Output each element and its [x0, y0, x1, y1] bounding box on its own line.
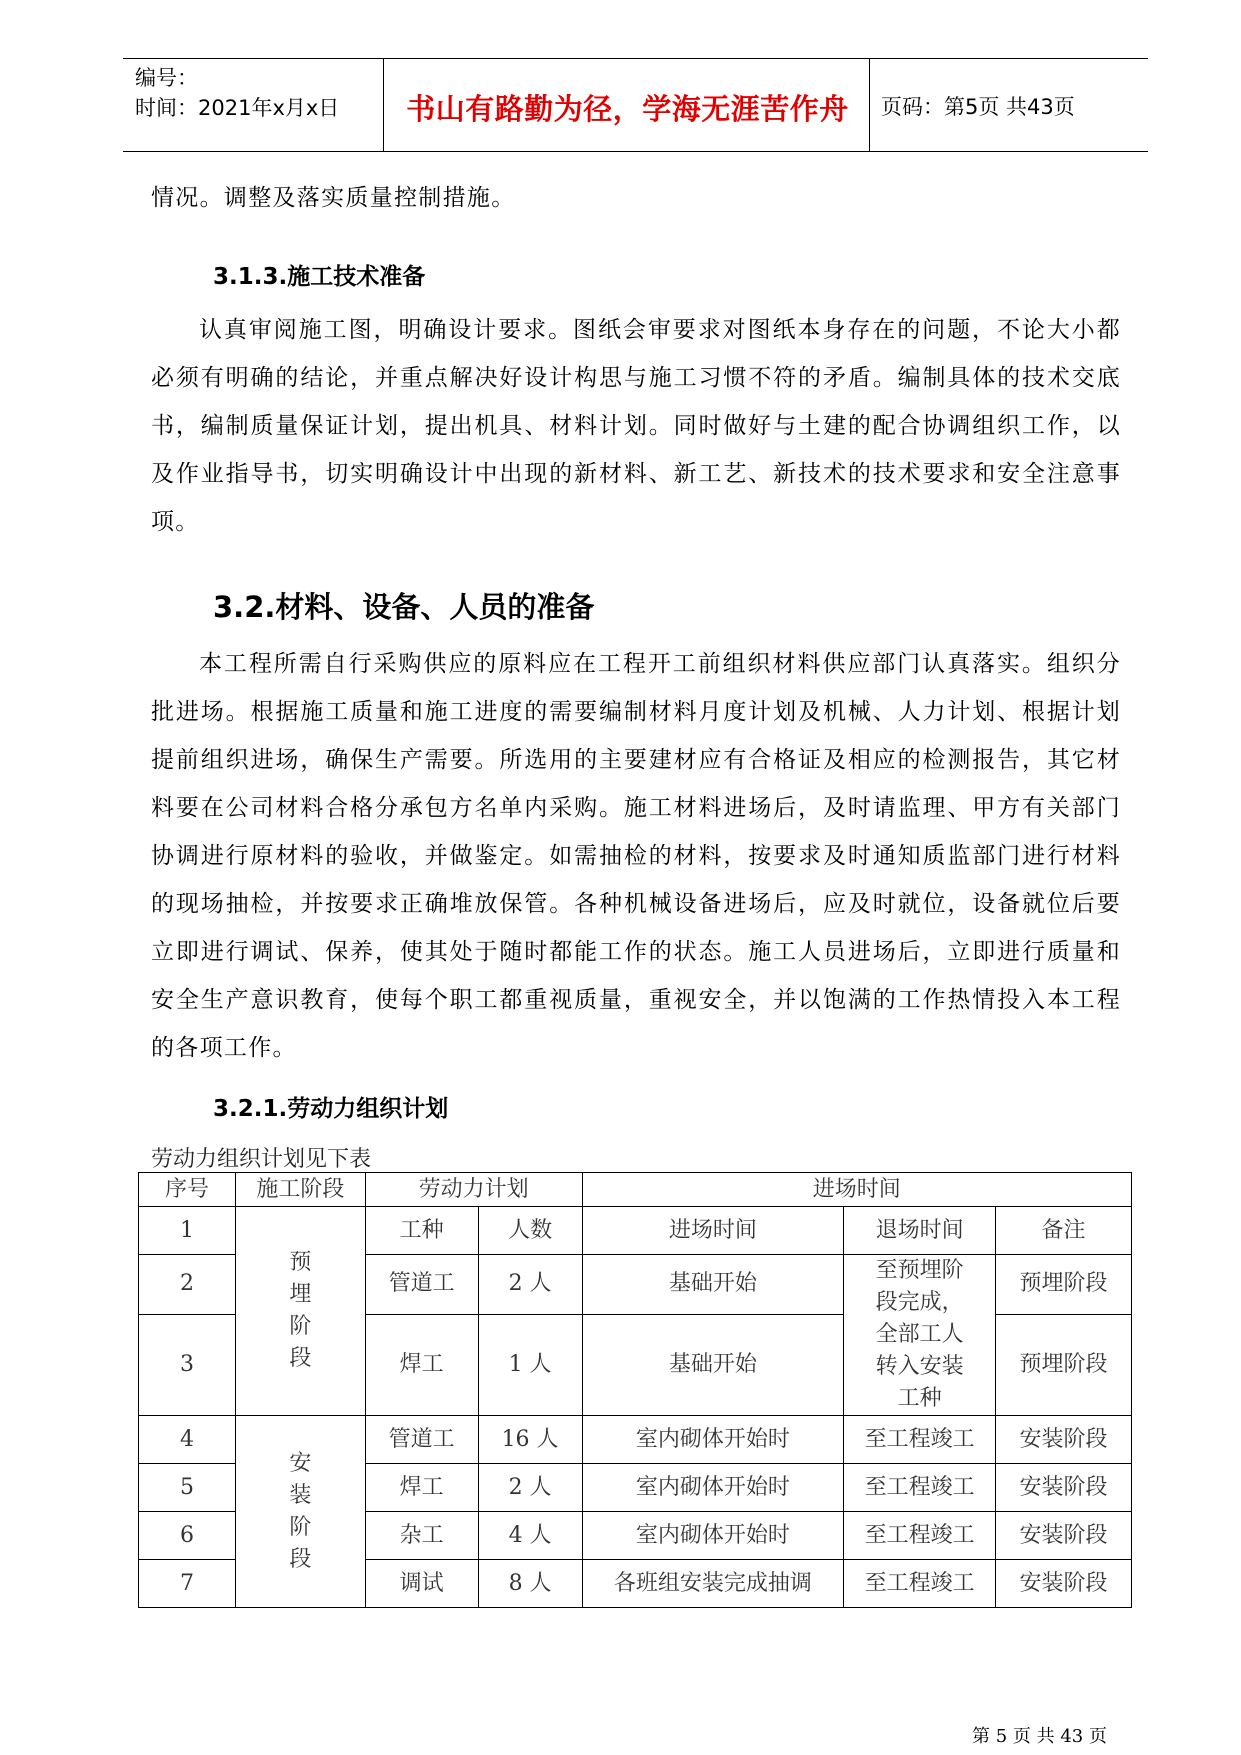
table-row: [139, 1416, 1132, 1464]
cell-enter: 室内砌体开始时: [582, 1512, 844, 1560]
header-motto: 书山有路勤为径，学海无涯苦作舟: [406, 92, 849, 126]
cell-count: 16 人: [478, 1416, 582, 1464]
subheader-trade: 工种: [365, 1207, 478, 1255]
cell-trade: 管道工: [365, 1416, 478, 1464]
cell-stage-embed: [235, 1207, 365, 1416]
cell-note: 安装阶段: [996, 1464, 1132, 1512]
cell-note: 安装阶段: [996, 1560, 1132, 1608]
cell-exit: 至工程竣工: [844, 1512, 996, 1560]
cell-no: 4: [139, 1416, 236, 1464]
stage-embed-label: 预埋阶段: [289, 1250, 312, 1371]
footer-page-label: 第 5 页 共 43 页: [972, 1726, 1107, 1747]
cell-exit: 至工程竣工: [844, 1416, 996, 1464]
cell-note: 预埋阶段: [996, 1255, 1132, 1315]
subheader-count: 人数: [478, 1207, 582, 1255]
cell-no: 6: [139, 1512, 236, 1560]
cell-stage-install: [235, 1416, 365, 1608]
subheader-note: 备注: [996, 1207, 1132, 1255]
cell-trade: 调试: [365, 1560, 478, 1608]
cell-enter: 基础开始: [582, 1314, 844, 1415]
paragraph-3-1-3: 认真审阅施工图，明确设计要求。图纸会审要求对图纸本身存在的问题，不论大小都必须有明确的结论，并重点解决好设计构思与施工习惯不符的矛盾。编制具体的技术交底书，编制质量保证计划，提出机具、材料计划。同时做好与土建的配合协调组织工作，以及作业指导书，切实明确设计中出现的新材料、新工艺、新技术的技术要求和安全注意事项。: [151, 317, 1121, 535]
cell-no: 5: [139, 1464, 236, 1512]
labor-plan-table: [138, 1172, 1132, 1608]
cell-note: 安装阶段: [996, 1512, 1132, 1560]
cell-exit: 至工程竣工: [844, 1560, 996, 1608]
embed-exit-text: 至预埋阶段完成，全部工人转入安装工种: [875, 1258, 964, 1411]
intro-line: 情况。调整及落实质量控制措施。: [151, 185, 516, 211]
cell-enter: 各班组安装完成抽调: [582, 1560, 844, 1608]
cell-count: 2 人: [478, 1464, 582, 1512]
cell-note: 安装阶段: [996, 1416, 1132, 1464]
header-page-label: 页码：第5页 共43页: [881, 95, 1075, 119]
paragraph-3-2: 本工程所需自行采购供应的原料应在工程开工前组织材料供应部门认真落实。组织分批进场。根据施工质量和施工进度的需要编制材料月度计划及机械、人力计划、根据计划提前组织进场，确保生产需要。所选用的主要建材应有合格证及相应的检测报告，其它材料要在公司材料合格分承包方名单内采购。施工材料进场后，及时请监理、甲方有关部门协调进行原材料的验收，并做鉴定。如需抽检的材料，按要求及时通知质监部门进行材料的现场抽检，并按要求正确堆放保管。各种机械设备进场后，应及时就位，设备就位后要立即进行调试、保养，使其处于随时都能工作的状态。施工人员进场后，立即进行质量和安全生产意识教育，使每个职工都重视质量，重视安全，并以饱满的工作热情投入本工程的各项工作。: [151, 651, 1121, 1061]
header-divider: [383, 59, 384, 151]
cell-note: 预埋阶段: [996, 1314, 1132, 1415]
cell-count: 1 人: [478, 1314, 582, 1415]
cell-no: 2: [139, 1255, 236, 1315]
header-cell-no: 序号: [139, 1173, 236, 1207]
heading-3-1-3: 3.1.3.施工技术准备: [213, 264, 426, 290]
cell-no: 3: [139, 1314, 236, 1415]
cell-trade: 焊工: [365, 1314, 478, 1415]
cell-trade: 杂工: [365, 1512, 478, 1560]
table-row: [139, 1207, 1132, 1255]
cell-no: 1: [139, 1207, 236, 1255]
subheader-exit: 退场时间: [844, 1207, 996, 1255]
header-divider: [869, 59, 870, 151]
subheader-enter: 进场时间: [582, 1207, 844, 1255]
cell-count: 8 人: [478, 1560, 582, 1608]
cell-trade: 焊工: [365, 1464, 478, 1512]
cell-exit: 至工程竣工: [844, 1464, 996, 1512]
cell-count: 2 人: [478, 1255, 582, 1315]
header-cell-labor-plan: 劳动力计划: [365, 1173, 582, 1207]
stage-install-label: 安装阶段: [289, 1450, 312, 1572]
cell-count: 4 人: [478, 1512, 582, 1560]
header-time-label: 时间：2021年x月x日: [135, 96, 340, 120]
heading-3-2: 3.2.材料、设备、人员的准备: [213, 590, 595, 624]
cell-exit-embed: [844, 1255, 996, 1416]
header-number-label: 编号：: [135, 66, 198, 90]
cell-enter: 室内砌体开始时: [582, 1464, 844, 1512]
header-cell-schedule: 进场时间: [582, 1173, 1131, 1207]
cell-trade: 管道工: [365, 1255, 478, 1315]
cell-enter: 基础开始: [582, 1255, 844, 1315]
cell-no: 7: [139, 1560, 236, 1608]
header-cell-stage: 施工阶段: [235, 1173, 365, 1207]
table-header-row: [139, 1173, 1132, 1207]
cell-enter: 室内砌体开始时: [582, 1416, 844, 1464]
heading-3-2-1: 3.2.1.劳动力组织计划: [213, 1096, 449, 1122]
table-caption: 劳动力组织计划见下表: [151, 1147, 372, 1172]
page-header: [123, 58, 1148, 152]
header-meta: [135, 63, 339, 123]
